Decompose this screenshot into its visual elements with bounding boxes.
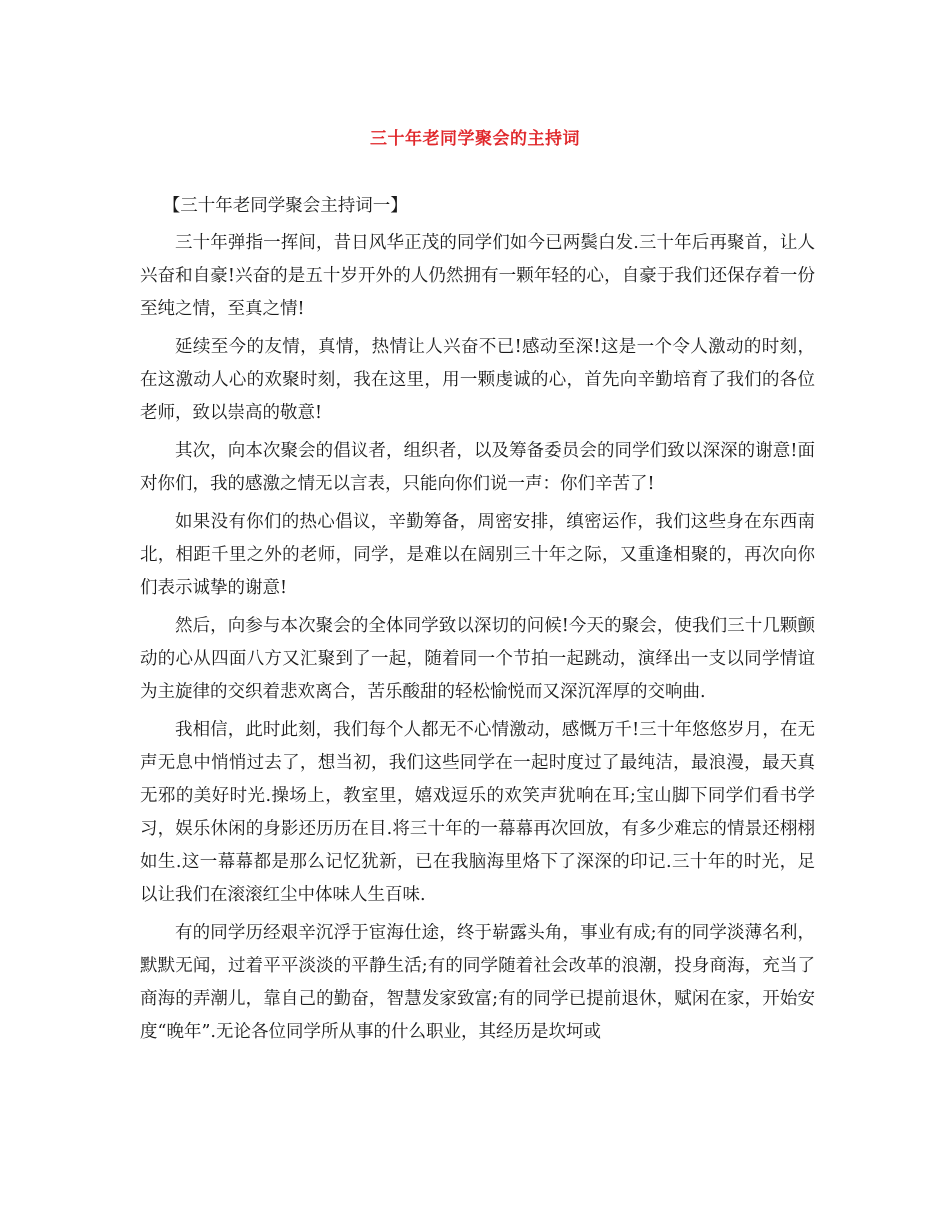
paragraph: 我相信，此时此刻，我们每个人都无不心情激动，感慨万千!三十年悠悠岁月，在无声无息中悄悄过去了，想当初，我们这些同学在一起时度过了最纯洁，最浪漫，最天真无邪的美好时光.操场上，教室里，嬉戏逗乐的欢笑声犹响在耳;宝山脚下同学们看书学习，娱乐休闲的身影还历历在目.将三十年的一幕幕再次回放，有多少难忘的情景还栩栩如生.这一幕幕都是那么记忆犹新，已在我脑海里烙下了深深的印记.三十年的时光，足以让我们在滚滚红尘中体味人生百味. bbox=[140, 720, 815, 905]
paragraph: 其次，向本次聚会的倡议者，组织者，以及筹备委员会的同学们致以深深的谢意!面对你们，我的感激之情无以言表，只能向你们说一声：你们辛苦了! bbox=[140, 441, 815, 494]
paragraph: 有的同学历经艰辛沉浮于宦海仕途，终于崭露头角，事业有成;有的同学淡薄名利，默默无闻，过着平平淡淡的平静生活;有的同学随着社会改革的浪潮，投身商海，充当了商海的弄潮儿，靠自己的勤奋，智慧发家致富;有的同学已提前退休，赋闲在家，开始安度“晚年”.无论各位同学所从事的什么职业，其经历是坎坷或 bbox=[140, 923, 815, 1042]
document-body bbox=[140, 190, 815, 1054]
paragraph: 三十年弹指一挥间，昔日风华正茂的同学们如今已两鬓白发.三十年后再聚首，让人兴奋和自豪!兴奋的是五十岁开外的人仍然拥有一颗年轻的心，自豪于我们还保存着一份至纯之情，至真之情! bbox=[140, 233, 815, 319]
section-heading: 【三十年老同学聚会主持词一】 bbox=[162, 196, 408, 216]
document-title: 三十年老同学聚会的主持词 bbox=[370, 129, 580, 149]
paragraph: 如果没有你们的热心倡议，辛勤筹备，周密安排，缜密运作，我们这些身在东西南北，相距千里之外的老师，同学，是难以在阔别三十年之际，又重逢相聚的，再次向你们表示诚挚的谢意! bbox=[140, 512, 815, 598]
paragraph: 然后，向参与本次聚会的全体同学致以深切的问候!今天的聚会，使我们三十几颗颤动的心从四面八方又汇聚到了一起，随着同一个节拍一起跳动，演绎出一支以同学情谊为主旋律的交织着悲欢离合，苦乐酸甜的轻松愉悦而又深沉浑厚的交响曲. bbox=[140, 616, 815, 702]
paragraph: 延续至今的友情，真情，热情让人兴奋不已!感动至深!这是一个令人激动的时刻，在这激动人心的欢聚时刻，我在这里，用一颗虔诚的心，首先向辛勤培育了我们的各位老师，致以崇高的敬意! bbox=[140, 337, 815, 423]
